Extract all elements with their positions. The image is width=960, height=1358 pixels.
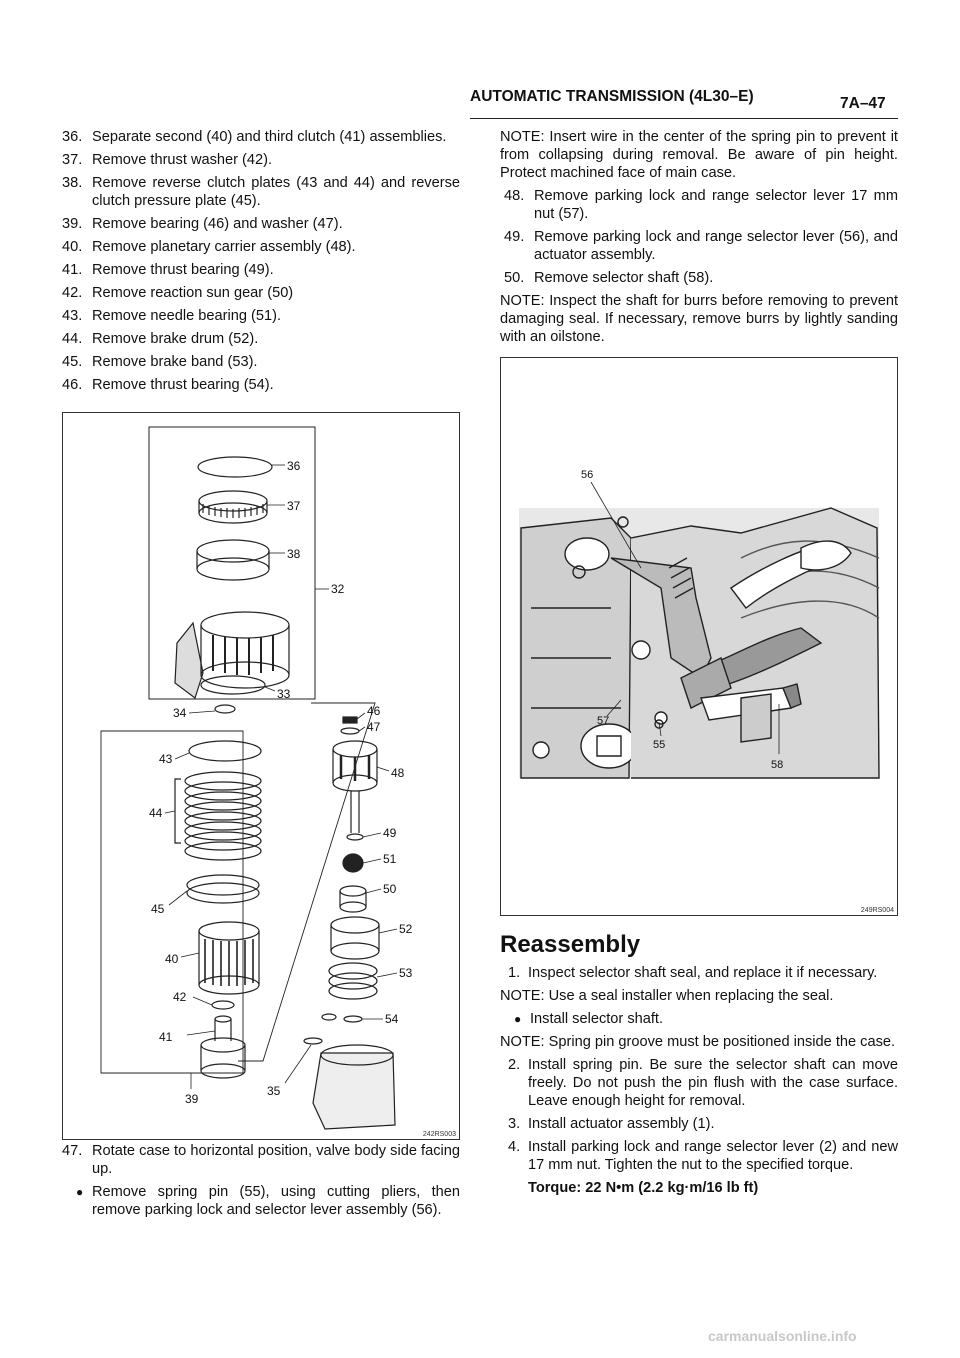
reassembly-step-3: 3. Install actuator assembly (1). (508, 1116, 715, 1132)
note-burrs: NOTE: Inspect the shaft for burrs before removing to prevent damaging seal. If necessary, remove burrs by lightly sanding with an oilstone. (500, 293, 898, 345)
reassembly-step1-wrap (500, 964, 898, 982)
callout-38: 38 (287, 547, 301, 561)
right-steps (500, 187, 898, 287)
callout-40: 40 (165, 952, 179, 966)
callout-56: 56 (581, 469, 594, 481)
note-spring-pin: NOTE: Insert wire in the center of the spring pin to prevent it from collapsing during removal. Be aware of pin height. Protect machined face of main case. (500, 129, 898, 181)
left-steps (62, 128, 460, 399)
header-rule (470, 118, 898, 119)
callout-36: 36 (287, 459, 301, 473)
figure-code-left: 242RS003 (422, 1131, 456, 1138)
step-50: 50. Remove selector shaft (58). (504, 270, 714, 286)
reassembly-step-4: 4. Install parking lock and range selector lever (2) and new 17 mm nut. Tighten the nut to the specified torque. (508, 1139, 898, 1173)
right-top-block (500, 128, 898, 351)
left-step-47-block (62, 1142, 460, 1224)
note-spring-pin-groove: NOTE: Spring pin groove must be positioned inside the case. (500, 1034, 896, 1050)
selector-shaft-figure (500, 357, 898, 916)
step-43: 43. Remove needle bearing (51). (62, 308, 282, 324)
selector-shaft-illustration (501, 358, 897, 915)
callout-52: 52 (399, 922, 413, 936)
torque-spec: Torque: 22 N•m (2.2 kg·m/16 lb ft) (528, 1180, 759, 1196)
step-47: 47. Rotate case to horizontal position, valve body side facing up. (62, 1143, 460, 1177)
step-40: 40. Remove planetary carrier assembly (48). (62, 239, 356, 255)
page-number: 7A–47 (840, 95, 886, 112)
reassembly-steps (500, 1056, 898, 1174)
reassembly-block (500, 932, 898, 1197)
section-title-reassembly: Reassembly (500, 931, 641, 958)
filled-circle-icon: ● (514, 1012, 522, 1026)
callout-51: 51 (383, 852, 397, 866)
callout-39: 39 (185, 1092, 199, 1106)
step-45: 45. Remove brake band (53). (62, 354, 258, 370)
callout-42: 42 (173, 990, 187, 1004)
step-39: 39. Remove bearing (46) and washer (47). (62, 216, 343, 232)
callout-34: 34 (173, 706, 187, 720)
callout-49: 49 (383, 826, 397, 840)
callout-48: 48 (391, 766, 405, 780)
callout-41: 41 (159, 1030, 173, 1044)
exploded-view-figure (62, 412, 460, 1140)
step-46: 46. Remove thrust bearing (54). (62, 377, 274, 393)
callout-54: 54 (385, 1012, 399, 1026)
header-title: AUTOMATIC TRANSMISSION (4L30–E) (470, 88, 754, 105)
step-42: 42. Remove reaction sun gear (50) (62, 285, 294, 301)
callout-46: 46 (367, 704, 381, 718)
callout-43: 43 (159, 752, 173, 766)
step-44: 44. Remove brake drum (52). (62, 331, 259, 347)
step-37: 37. Remove thrust washer (42). (62, 152, 273, 168)
bullet-install-selector: ● Install selector shaft. (514, 1011, 664, 1027)
callout-57: 57 (597, 715, 610, 727)
callout-45: 45 (151, 902, 165, 916)
exploded-view-illustration (63, 413, 459, 1139)
bullet-47: ● Remove spring pin (55), using cutting pliers, then remove parking lock and selector lever assembly (56). (76, 1184, 460, 1218)
callout-32: 32 (331, 582, 345, 596)
reassembly-step-1: 1. Inspect selector shaft seal, and replace it if necessary. (508, 965, 878, 981)
step-36: 36. Separate second (40) and third clutch (41) assemblies. (62, 129, 447, 145)
callout-58: 58 (771, 759, 784, 771)
note-seal-installer: NOTE: Use a seal installer when replacing the seal. (500, 988, 834, 1004)
figure-code-right: 249RS004 (860, 907, 894, 914)
watermark: carmanualsonline.info (708, 1328, 857, 1344)
callout-55: 55 (653, 739, 666, 751)
step-49: 49. Remove parking lock and range selector lever (56), and actuator assembly. (504, 229, 898, 263)
callout-50: 50 (383, 882, 397, 896)
callout-53: 53 (399, 966, 413, 980)
filled-circle-icon: ● (76, 1185, 84, 1199)
callout-35: 35 (267, 1084, 281, 1098)
callout-47: 47 (367, 720, 381, 734)
step-41: 41. Remove thrust bearing (49). (62, 262, 274, 278)
callout-44: 44 (149, 806, 163, 820)
step-48: 48. Remove parking lock and range selector lever 17 mm nut (57). (504, 188, 898, 222)
callout-37: 37 (287, 499, 301, 513)
step-38: 38. Remove reverse clutch plates (43 and 44) and reverse clutch pressure plate (45). (62, 175, 460, 209)
callout-33: 33 (277, 687, 291, 701)
reassembly-step-2: 2. Install spring pin. Be sure the selector shaft can move freely. Do not push the pin flush with the case surface. Leave enough height for removal. (508, 1057, 898, 1109)
